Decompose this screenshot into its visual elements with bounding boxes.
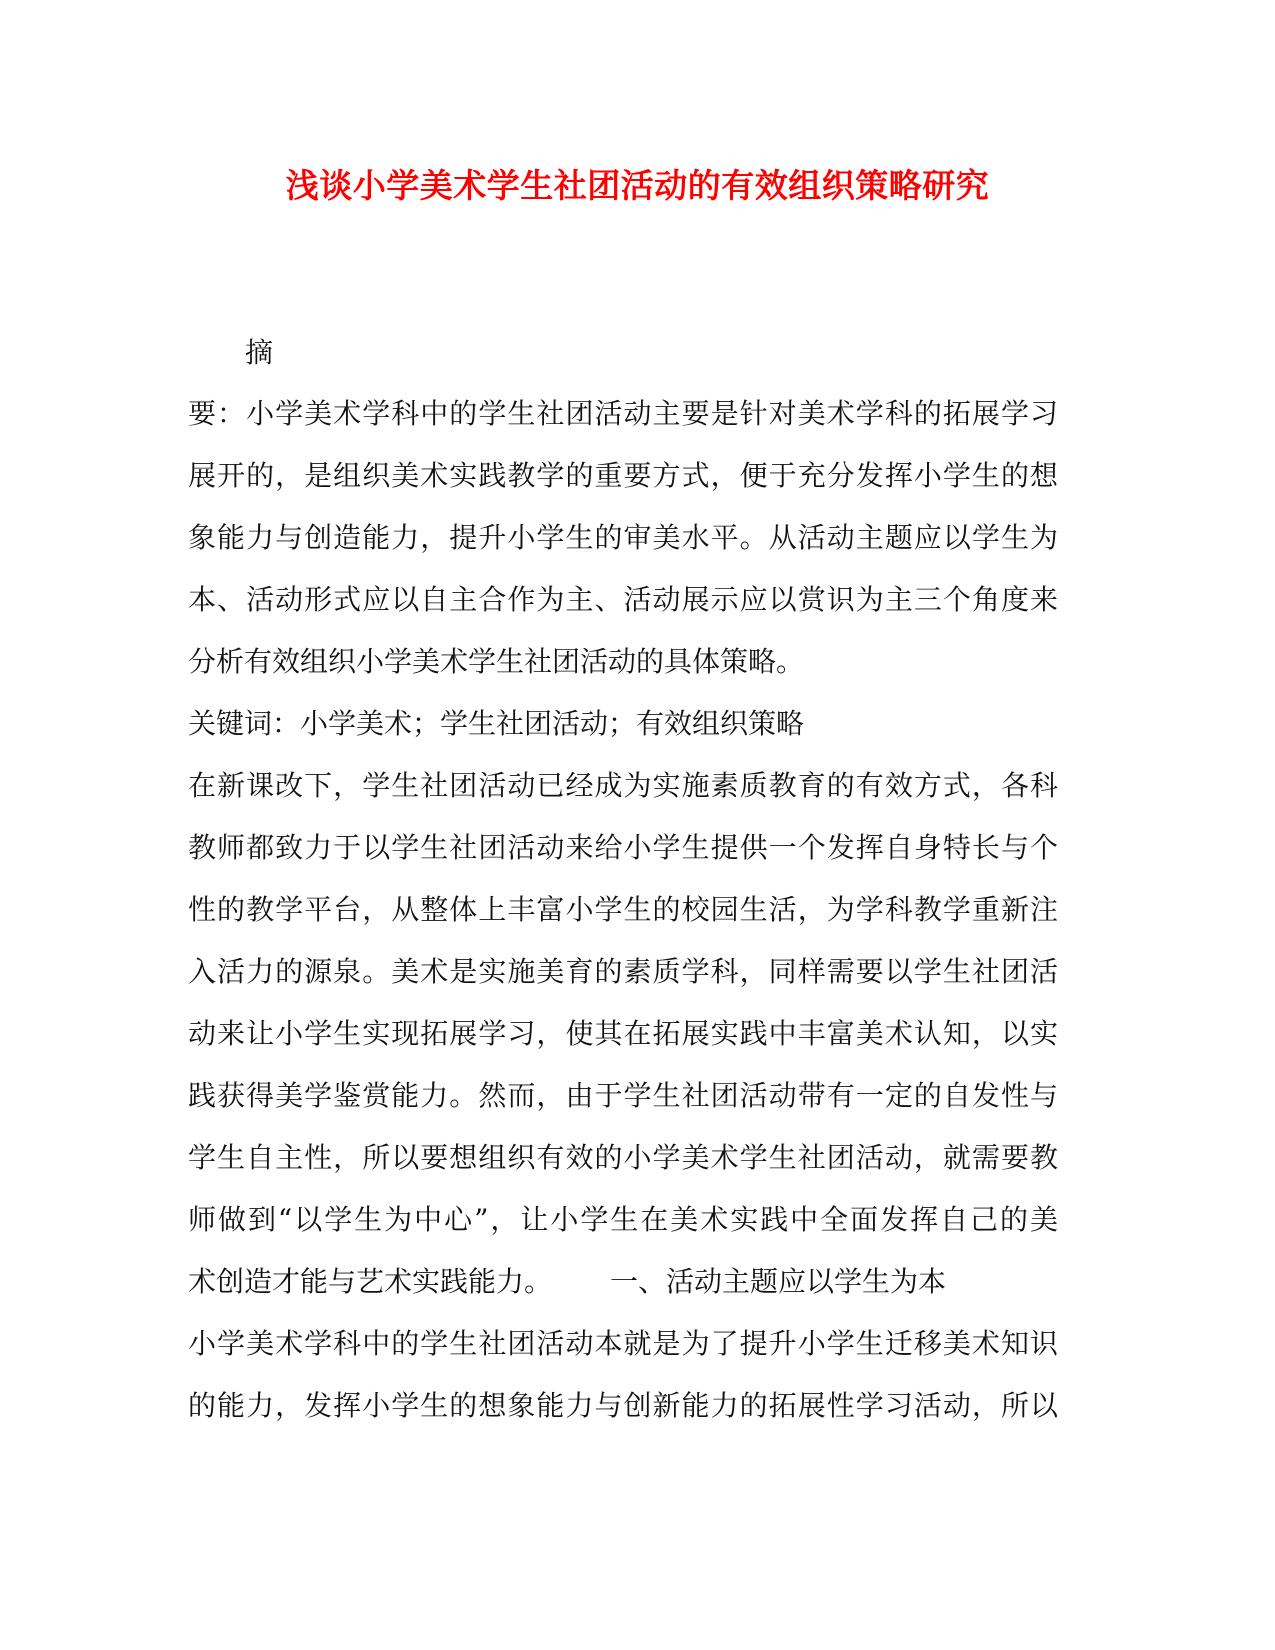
body-line-1: 在新课改下，学生社团活动已经成为实施素质教育的有效方式，各科 [188, 769, 1058, 802]
keywords-line: 关键词：小学美术；学生社团活动；有效组织策略 [188, 707, 805, 740]
body-line-6: 践获得美学鉴赏能力。然而，由于学生社团活动带有一定的自发性与 [188, 1079, 1058, 1112]
body-line-9: 术创造才能与艺术实践能力。 [188, 1265, 553, 1298]
abstract-line-1: 要：小学美术学科中的学生社团活动主要是针对美术学科的拓展学习 [188, 397, 1058, 430]
body-line-8: 师做到“以学生为中心”，让小学生在美术实践中全面发挥自己的美 [188, 1203, 1058, 1236]
abstract-line-3: 象能力与创造能力，提升小学生的审美水平。从活动主题应以学生为 [188, 521, 1058, 554]
abstract-line-5: 分析有效组织小学美术学生社团活动的具体策略。 [188, 645, 805, 678]
abstract-line-2: 展开的，是组织美术实践教学的重要方式，便于充分发挥小学生的想 [188, 459, 1058, 492]
body-line-11: 的能力，发挥小学生的想象能力与创新能力的拓展性学习活动，所以 [188, 1389, 1058, 1422]
body-line-7: 学生自主性，所以要想组织有效的小学美术学生社团活动，就需要教 [188, 1141, 1058, 1174]
body-line-5: 动来让小学生实现拓展学习，使其在拓展实践中丰富美术认知，以实 [188, 1017, 1058, 1050]
body-line-4: 入活力的源泉。美术是实施美育的素质学科，同样需要以学生社团活 [188, 955, 1058, 988]
body-line-3: 性的教学平台，从整体上丰富小学生的校园生活，为学科教学重新注 [188, 893, 1058, 926]
abstract-line-4: 本、活动形式应以自主合作为主、活动展示应以赏识为主三个角度来 [188, 583, 1058, 616]
document-title: 浅谈小学美术学生社团活动的有效组织策略研究 [285, 166, 990, 205]
body-line-2: 教师都致力于以学生社团活动来给小学生提供一个发挥自身特长与个 [188, 831, 1058, 864]
section-heading: 一、活动主题应以学生为本 [610, 1265, 947, 1298]
abstract-label: 摘 [245, 336, 274, 369]
body-line-10: 小学美术学科中的学生社团活动本就是为了提升小学生迁移美术知识 [188, 1327, 1058, 1360]
